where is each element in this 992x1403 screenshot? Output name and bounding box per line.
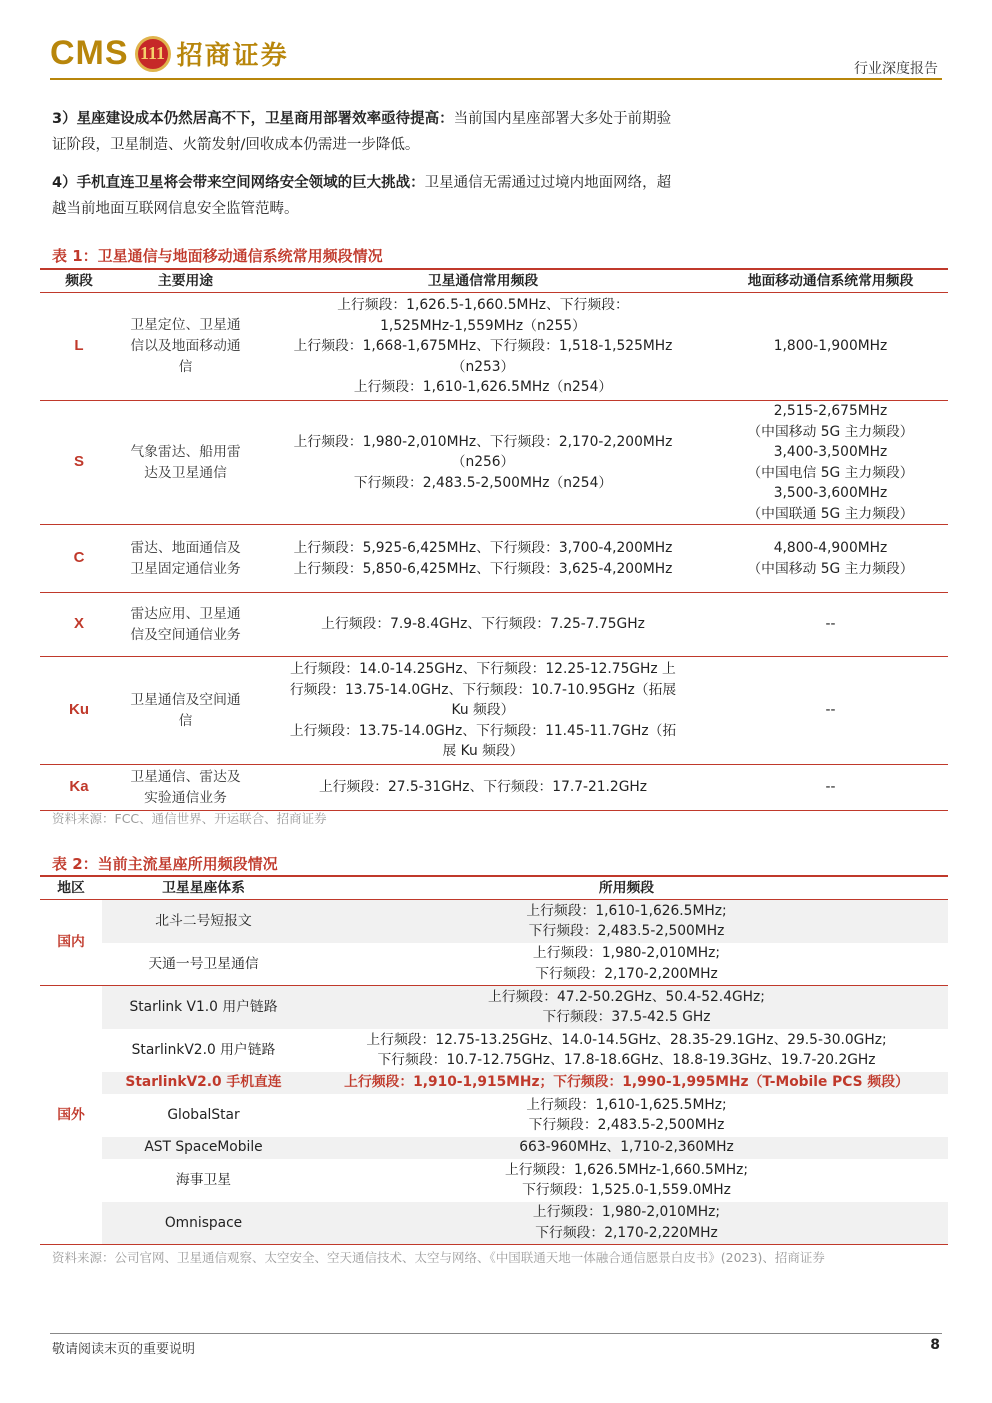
constellation-band-line: 上行频段：1,626.5MHz-1,660.5MHz; bbox=[505, 1161, 748, 1178]
satellite-band-line: 上行频段：5,925-6,425MHz、下行频段：3,700-4,200MHz bbox=[293, 540, 673, 556]
paragraph-4-lead: 4）手机直连卫星将会带来空间网络安全领域的巨大挑战： bbox=[52, 175, 425, 191]
table2-header: 所用频段 bbox=[305, 876, 948, 900]
cms-logo bbox=[50, 34, 289, 73]
table2-row bbox=[40, 1094, 948, 1137]
constellation-band-line: 上行频段：47.2-50.2GHz、50.4-52.4GHz; bbox=[488, 988, 765, 1005]
paragraph-3-text: 当前国内星座部署大多处于前期验证阶段，卫星制造、火箭发射/回收成本仍需进一步降低。 bbox=[52, 111, 672, 153]
table1-source: 资料来源：FCC、通信世界、开运联合、招商证券 bbox=[52, 811, 327, 826]
table2-row bbox=[40, 1159, 948, 1202]
constellation-band-line: 下行频段：2,170-2,220MHz bbox=[535, 1224, 718, 1241]
constellation-system: Omnispace bbox=[102, 1202, 305, 1245]
paragraph-4 bbox=[52, 170, 672, 222]
table2-caption: 表 2：当前主流星座所用频段情况 bbox=[52, 855, 278, 873]
band-usage-text: 卫星定位、卫星通信以及地面移动通信 bbox=[130, 317, 241, 375]
ground-bands bbox=[713, 293, 948, 401]
table1 bbox=[40, 268, 948, 811]
satellite-band-line: （n256） bbox=[451, 454, 515, 471]
table2-row bbox=[40, 1202, 948, 1245]
constellation-band-line: 663-960MHz、1,710-2,360MHz bbox=[519, 1139, 734, 1156]
table2-row bbox=[40, 1137, 948, 1159]
table2-header: 地区 bbox=[40, 876, 102, 900]
satellite-band-line: 上行频段：1,626.5-1,660.5MHz、下行频段： bbox=[337, 297, 629, 314]
constellation-band-line: 上行频段：1,610-1,625.5MHz; bbox=[526, 1096, 727, 1113]
ground-band-line: （中国移动 5G 主力频段） bbox=[747, 560, 914, 577]
band-usage bbox=[118, 765, 253, 811]
band-usage-text: 气象雷达、船用雷达及卫星通信 bbox=[130, 443, 241, 481]
constellation-system: Starlink V1.0 用户链路 bbox=[102, 986, 305, 1029]
satellite-band-line: Ku 频段） bbox=[451, 702, 515, 719]
table2 bbox=[40, 875, 948, 1245]
constellation-system: StarlinkV2.0 手机直连 bbox=[102, 1072, 305, 1094]
satellite-band-line: 上行频段：1,610-1,626.5MHz（n254） bbox=[353, 379, 613, 396]
ground-band-line: 1,800-1,900MHz bbox=[773, 338, 888, 355]
paragraph-3 bbox=[52, 106, 672, 158]
constellation-bands bbox=[305, 1202, 948, 1245]
table1-header: 地面移动通信系统常用频段 bbox=[713, 269, 948, 293]
table1-row bbox=[40, 525, 948, 593]
satellite-bands bbox=[253, 525, 713, 593]
constellation-band-line: 上行频段：1,980-2,010MHz; bbox=[532, 945, 721, 962]
band-usage-text: 卫星通信、雷达及实验通信业务 bbox=[130, 768, 241, 806]
satellite-band-line: 展 Ku 频段） bbox=[442, 743, 524, 760]
footer-divider bbox=[50, 1333, 942, 1334]
ground-band-line: 3,500-3,600MHz bbox=[773, 485, 888, 501]
satellite-band-line: 上行频段：13.75-14.0GHz、下行频段：11.45-11.7GHz（拓 bbox=[289, 722, 677, 739]
satellite-band-line: （n253） bbox=[451, 358, 515, 375]
band-name: Ka bbox=[40, 765, 118, 811]
constellation-system: 海事卫星 bbox=[175, 1171, 232, 1188]
satellite-band-line: 1,525MHz-1,559MHz（n255） bbox=[380, 317, 586, 334]
satellite-band-line: 行频段：13.75-14.0GHz、下行频段：10.7-10.95GHz（拓展 bbox=[289, 681, 677, 698]
ground-band-line: -- bbox=[825, 779, 836, 796]
ground-band-line: （中国联通 5G 主力频段） bbox=[747, 505, 914, 522]
logo-badge-icon: 111 bbox=[135, 36, 171, 72]
table1-row bbox=[40, 765, 948, 811]
paragraph-3-lead: 3）星座建设成本仍然居高不下，卫星商用部署效率亟待提高： bbox=[52, 111, 454, 127]
constellation-band-line: 下行频段：10.7-12.75GHz、17.8-18.6GHz、18.8-19.3GHz、19.7-20.2GHz bbox=[377, 1052, 876, 1068]
ground-bands bbox=[713, 657, 948, 765]
constellation-band-line: 上行频段：1,910-1,915MHz；下行频段：1,990-1,995MHz（T-Mobile PCS 频段） bbox=[344, 1074, 909, 1091]
region-name: 国内 bbox=[40, 900, 102, 986]
table1-header: 卫星通信常用频段 bbox=[253, 269, 713, 293]
constellation-band-line: 下行频段：1,525.0-1,559.0MHz bbox=[522, 1182, 731, 1198]
ground-band-line: 2,515-2,675MHz bbox=[773, 403, 888, 419]
band-name: Ku bbox=[40, 657, 118, 765]
band-usage-text: 卫星通信及空间通信 bbox=[130, 691, 241, 729]
page-header bbox=[50, 28, 942, 80]
satellite-band-line: 上行频段：7.9-8.4GHz、下行频段：7.25-7.75GHz bbox=[321, 616, 645, 633]
footer-note: 敬请阅读末页的重要说明 bbox=[52, 1342, 196, 1357]
satellite-band-line: 上行频段：1,668-1,675MHz、下行频段：1,518-1,525MHz bbox=[293, 338, 673, 355]
satellite-band-line: 上行频段：14.0-14.25GHz、下行频段：12.25-12.75GHz 上 bbox=[290, 661, 676, 678]
band-name: X bbox=[40, 593, 118, 657]
satellite-bands bbox=[253, 293, 713, 401]
constellation-bands bbox=[305, 986, 948, 1029]
ground-band-line: （中国移动 5G 主力频段） bbox=[747, 423, 914, 440]
report-type: 行业深度报告 bbox=[854, 61, 938, 77]
band-name: C bbox=[40, 525, 118, 593]
constellation-system: StarlinkV2.0 用户链路 bbox=[131, 1041, 276, 1058]
constellation-bands bbox=[305, 1094, 948, 1137]
table1-header: 主要用途 bbox=[118, 269, 253, 293]
constellation-band-line: 上行频段：1,610-1,626.5MHz; bbox=[526, 902, 727, 919]
constellation-system: 北斗二号短报文 bbox=[102, 900, 305, 943]
table2-row bbox=[40, 1029, 948, 1072]
band-usage bbox=[118, 293, 253, 401]
paragraph-4-text: 卫星通信无需通过过境内地面网络，超越当前地面互联网信息安全监管范畴。 bbox=[52, 175, 672, 217]
constellation-bands bbox=[305, 1029, 948, 1072]
ground-bands bbox=[713, 401, 948, 525]
table1-caption: 表 1：卫星通信与地面移动通信系统常用频段情况 bbox=[52, 247, 383, 265]
header-divider bbox=[50, 78, 942, 80]
page-number: 8 bbox=[930, 1337, 940, 1353]
satellite-band-line: 上行频段：1,980-2,010MHz、下行频段：2,170-2,200MHz bbox=[293, 433, 673, 450]
satellite-bands bbox=[253, 593, 713, 657]
satellite-bands bbox=[253, 657, 713, 765]
band-usage bbox=[118, 525, 253, 593]
constellation-bands bbox=[305, 1159, 948, 1202]
ground-bands bbox=[713, 525, 948, 593]
satellite-band-line: 下行频段：2,483.5-2,500MHz（n254） bbox=[353, 474, 613, 491]
table1-row bbox=[40, 293, 948, 401]
ground-bands bbox=[713, 593, 948, 657]
constellation-band-line: 下行频段：2,483.5-2,500MHz bbox=[528, 1117, 725, 1133]
ground-band-line: -- bbox=[825, 616, 836, 633]
band-usage-text: 雷达、地面通信及卫星固定通信业务 bbox=[130, 539, 241, 577]
constellation-band-line: 下行频段：2,170-2,200MHz bbox=[535, 965, 718, 982]
table2-row bbox=[40, 900, 948, 943]
table1-header: 频段 bbox=[40, 269, 118, 293]
constellation-bands bbox=[305, 943, 948, 986]
constellation-bands bbox=[305, 1137, 948, 1159]
constellation-band-line: 上行频段：1,980-2,010MHz; bbox=[532, 1204, 721, 1221]
constellation-system: GlobalStar bbox=[167, 1106, 240, 1123]
constellation-bands bbox=[305, 900, 948, 943]
table1-row bbox=[40, 401, 948, 525]
satellite-bands bbox=[253, 401, 713, 525]
ground-bands bbox=[713, 765, 948, 811]
band-usage bbox=[118, 401, 253, 525]
table2-source: 资料来源：公司官网、卫星通信观察、太空安全、空天通信技术、太空与网络、《中国联通天地一体融合通信愿景白皮书》(2023)、招商证券 bbox=[52, 1250, 825, 1265]
table2-row bbox=[40, 986, 948, 1029]
band-name: S bbox=[40, 401, 118, 525]
ground-band-line: -- bbox=[825, 702, 836, 719]
table1-row bbox=[40, 593, 948, 657]
satellite-band-line: 上行频段：5,850-6,425MHz、下行频段：3,625-4,200MHz bbox=[293, 560, 673, 577]
constellation-band-line: 上行频段：12.75-13.25GHz、14.0-14.5GHz、28.35-29.1GHz、29.5-30.0GHz; bbox=[366, 1031, 887, 1048]
constellation-band-line: 下行频段：37.5-42.5 GHz bbox=[542, 1009, 711, 1026]
satellite-band-line: 上行频段：27.5-31GHz、下行频段：17.7-21.2GHz bbox=[318, 779, 648, 796]
ground-band-line: 3,400-3,500MHz bbox=[773, 444, 888, 460]
band-name: L bbox=[40, 293, 118, 401]
constellation-band-line: 下行频段：2,483.5-2,500MHz bbox=[528, 923, 725, 940]
band-usage-text: 雷达应用、卫星通信及空间通信业务 bbox=[130, 605, 241, 643]
table2-row bbox=[40, 943, 948, 986]
logo-cms-text: CMS bbox=[50, 34, 129, 72]
constellation-bands bbox=[305, 1072, 948, 1094]
band-usage bbox=[118, 657, 253, 765]
region-name: 国外 bbox=[40, 986, 102, 1245]
ground-band-line: 4,800-4,900MHz bbox=[773, 540, 888, 556]
table2-row bbox=[40, 1072, 948, 1094]
band-usage bbox=[118, 593, 253, 657]
constellation-system: 天通一号卫星通信 bbox=[102, 943, 305, 986]
constellation-system: AST SpaceMobile bbox=[102, 1137, 305, 1159]
table1-row bbox=[40, 657, 948, 765]
table2-header: 卫星星座体系 bbox=[102, 876, 305, 900]
ground-band-line: （中国电信 5G 主力频段） bbox=[747, 464, 914, 481]
logo-cn-text: 招商证券 bbox=[176, 41, 289, 71]
satellite-bands bbox=[253, 765, 713, 811]
